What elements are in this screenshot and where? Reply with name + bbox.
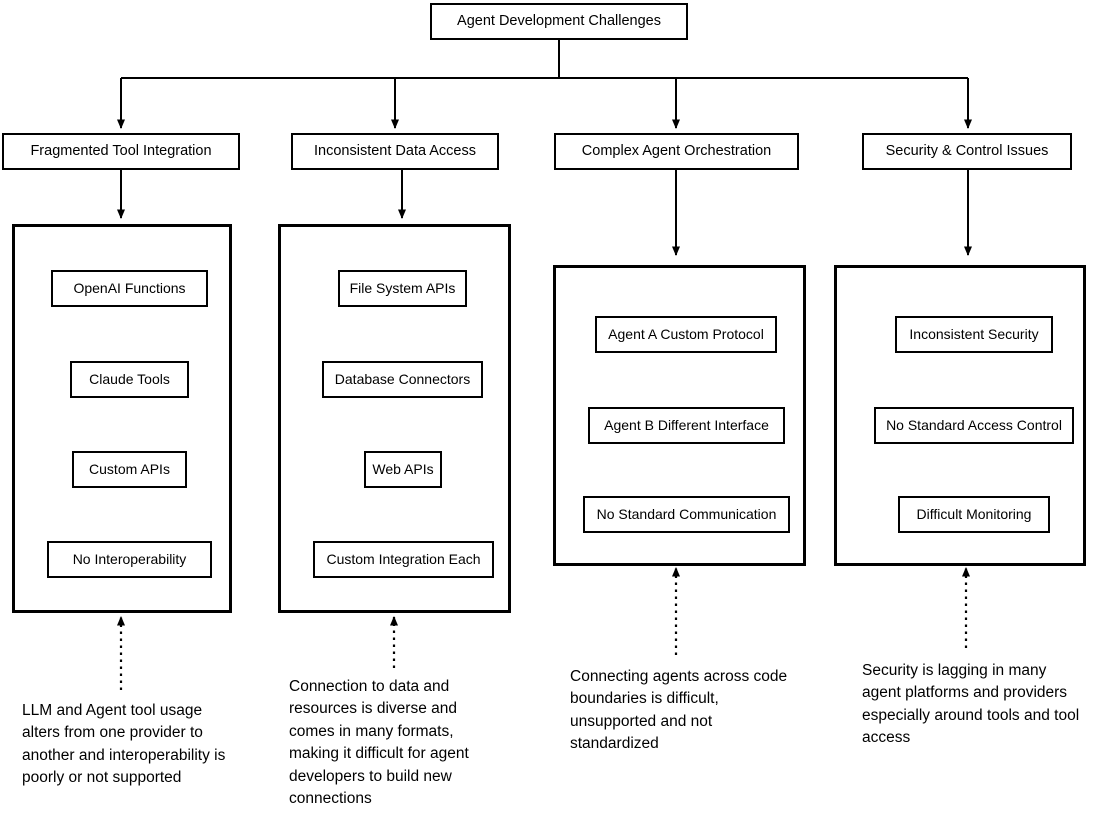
node-label: Inconsistent Data Access xyxy=(314,142,476,159)
node-label: No Standard Communication xyxy=(596,506,777,523)
node-label: Fragmented Tool Integration xyxy=(30,142,212,159)
node-category-fragmented-tool-integration xyxy=(2,133,240,170)
node-category-complex-agent-orchestration xyxy=(554,133,799,170)
node-label: Custom APIs xyxy=(89,461,170,478)
item-node xyxy=(595,316,777,353)
item-node xyxy=(47,541,212,578)
node-label: No Standard Access Control xyxy=(886,417,1062,434)
node-label: Database Connectors xyxy=(334,371,471,388)
node-label: Difficult Monitoring xyxy=(916,506,1032,523)
node-label: Agent Development Challenges xyxy=(457,12,661,29)
item-node xyxy=(70,361,189,398)
node-label: Complex Agent Orchestration xyxy=(581,142,772,159)
node-root xyxy=(430,3,688,40)
node-label: Web APIs xyxy=(372,461,434,478)
node-label: Inconsistent Security xyxy=(909,326,1039,343)
node-label: Claude Tools xyxy=(89,371,170,388)
node-label: Custom Integration Each xyxy=(326,551,481,568)
item-node xyxy=(588,407,785,444)
item-node xyxy=(313,541,494,578)
item-node xyxy=(895,316,1053,353)
note-fragmented-tool-integration: LLM and Agent tool usage alters from one provider to another and interoperability is poorly or not supported xyxy=(22,702,230,787)
note-security-control-issues: Security is lagging in many agent platforms and providers especially around tools and tool access xyxy=(862,662,1084,747)
node-category-security-control-issues xyxy=(862,133,1072,170)
node-label: OpenAI Functions xyxy=(73,280,186,297)
item-node xyxy=(322,361,483,398)
item-node xyxy=(898,496,1050,533)
node-label: Agent A Custom Protocol xyxy=(608,326,764,343)
item-node xyxy=(364,451,442,488)
item-node xyxy=(51,270,208,307)
node-label: Security & Control Issues xyxy=(885,142,1049,159)
item-node xyxy=(338,270,467,307)
item-node xyxy=(72,451,187,488)
item-node xyxy=(583,496,790,533)
note-inconsistent-data-access: Connection to data and resources is diverse and comes in many formats, making it difficult for agent developers to build new connections xyxy=(289,678,474,808)
item-node xyxy=(874,407,1074,444)
node-label: Agent B Different Interface xyxy=(604,417,769,434)
note-complex-agent-orchestration: Connecting agents across code boundaries is difficult, unsupported and not standardized xyxy=(570,668,792,753)
node-label: No Interoperability xyxy=(72,551,187,568)
node-label: File System APIs xyxy=(349,280,456,297)
node-category-inconsistent-data-access xyxy=(291,133,499,170)
